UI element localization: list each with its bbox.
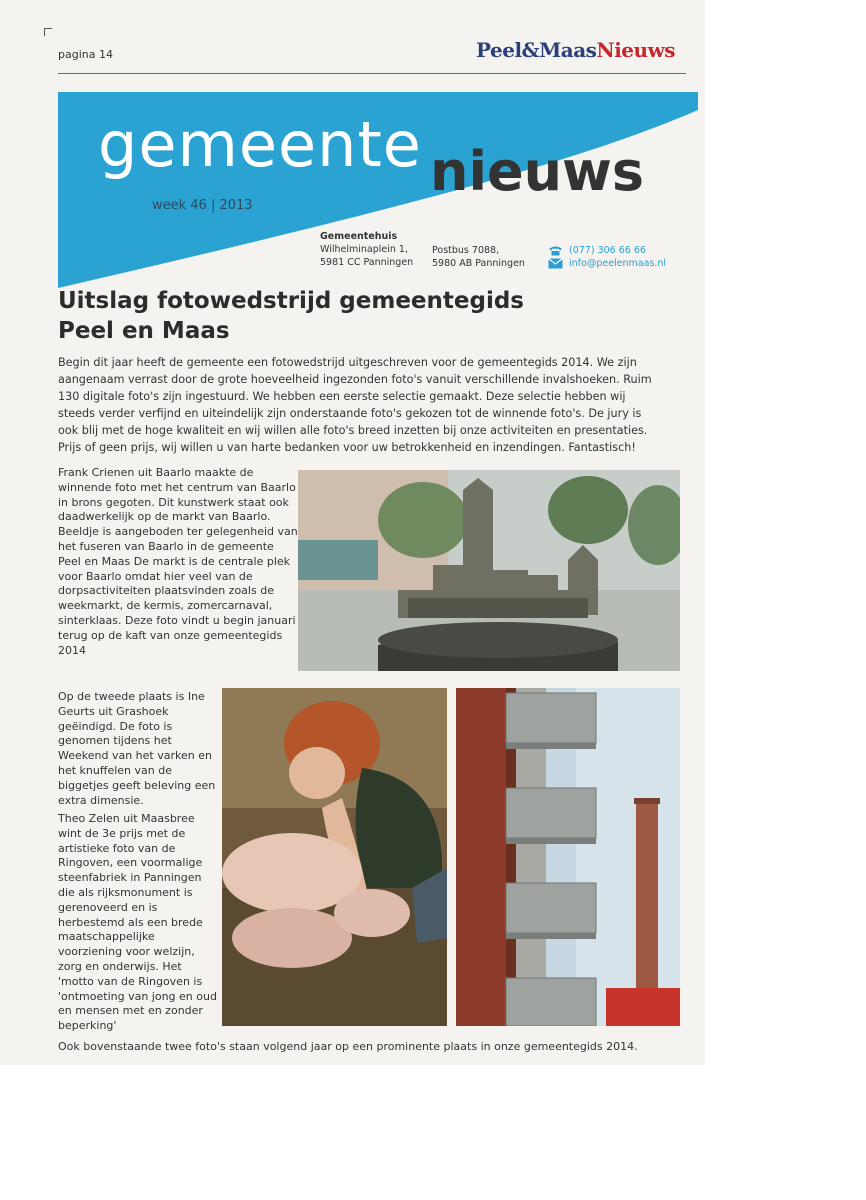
address-heading: Gemeentehuis [320, 231, 398, 242]
contact-block [548, 244, 666, 270]
postbox-line2: 5980 AB Panningen [432, 258, 525, 269]
email-link[interactable]: info@peelenmaas.nl [569, 258, 667, 269]
third-prize-text: Theo Zelen uit Maasbree wint de 3e prijs met de artistieke foto van de Ringoven, een voormalige steenfabriek in Panningen die als rijksmonument is gerenoveerd en is herbestemd als een brede maatschappelijke voorziening voor welzijn, zorg en onderwijs. Het 'motto van de Ringoven is 'ontmoeting van jong en oud en mensen met en zonder beperking' [58, 812, 217, 1033]
banner-title-nieuws: nieuws [430, 140, 645, 203]
photo-baarlo-bronze-model [298, 470, 680, 671]
postbox-block [432, 244, 525, 270]
photo-ringoven-chimney [456, 688, 680, 1026]
banner-week: week 46 | 2013 [152, 198, 253, 213]
article-intro: Begin dit jaar heeft de gemeente een fotowedstrijd uitgeschreven voor de gemeentegids 2014. We zijn aangenaam verrast door de grote hoeveelheid ingezonden foto's vanuit verschillende invalshoeken. Ruim 130 digitale foto's zijn ingestuurd. We hebben een eerste selectie gemaakt. Deze selectie hebben wij steeds verder verfijnd en uiteindelijk zijn onderstaande foto's gekozen tot de winnende foto's. De jury is ook blij met de hoge kwaliteit en wij willen alle foto's breed inzetten bij onze activiteiten en presentaties. Prijs of geen prijs, wij willen u van harte bedanken voor uw betrokkenheid en inzendingen. Fantastisch! [58, 356, 652, 454]
phone-number: (077) 306 66 66 [569, 245, 646, 256]
article-footer-note: Ook bovenstaande twee foto's staan volgend jaar op een prominente plaats in onze gemeentegids 2014. [58, 1040, 638, 1053]
masthead-part2: Nieuws [596, 38, 676, 62]
page-number: pagina 14 [58, 48, 113, 61]
email-icon [548, 258, 563, 269]
phone-icon [548, 245, 563, 256]
headline-line2: Peel en Maas [58, 318, 230, 344]
headline-line1: Uitslag fotowedstrijd gemeentegids [58, 288, 524, 314]
masthead-logo [476, 38, 675, 62]
postbox-line1: Postbus 7088, [432, 245, 500, 256]
address-line1: Wilhelminaplein 1, [320, 244, 408, 255]
masthead-part1: Peel&Maas [476, 38, 597, 62]
crop-mark [44, 28, 52, 36]
banner-title-gemeente: gemeente [98, 108, 422, 181]
article-headline [58, 286, 618, 346]
first-prize-text: Frank Crienen uit Baarlo maakte de winnende foto met het centrum van Baarlo in brons gegoten. Dit kunstwerk staat ook daadwerkelijk op de markt van Baarlo. Beeldje is aangeboden ter gelegenheid van het fuseren van Baarlo in de gemeente Peel en Maas De markt is de centrale plek voor Baarlo omdat hier veel van de dorpsactiviteiten plaatsvinden zoals de weekmarkt, de kermis, zomercarnaval, sinterklaas. Deze foto vindt u begin januari terug op de kaft van onze gemeentegids 2014 [58, 466, 298, 657]
photo-child-with-piglets [222, 688, 447, 1026]
second-prize-text: Op de tweede plaats is Ine Geurts uit Grashoek geëindigd. De foto is genomen tijdens het Weekend van het varken en het knuffelen van de biggetjes geeft beleving een extra dimensie. [58, 690, 216, 807]
address-block [320, 230, 413, 269]
address-line2: 5981 CC Panningen [320, 257, 414, 268]
header-rule [58, 73, 686, 74]
